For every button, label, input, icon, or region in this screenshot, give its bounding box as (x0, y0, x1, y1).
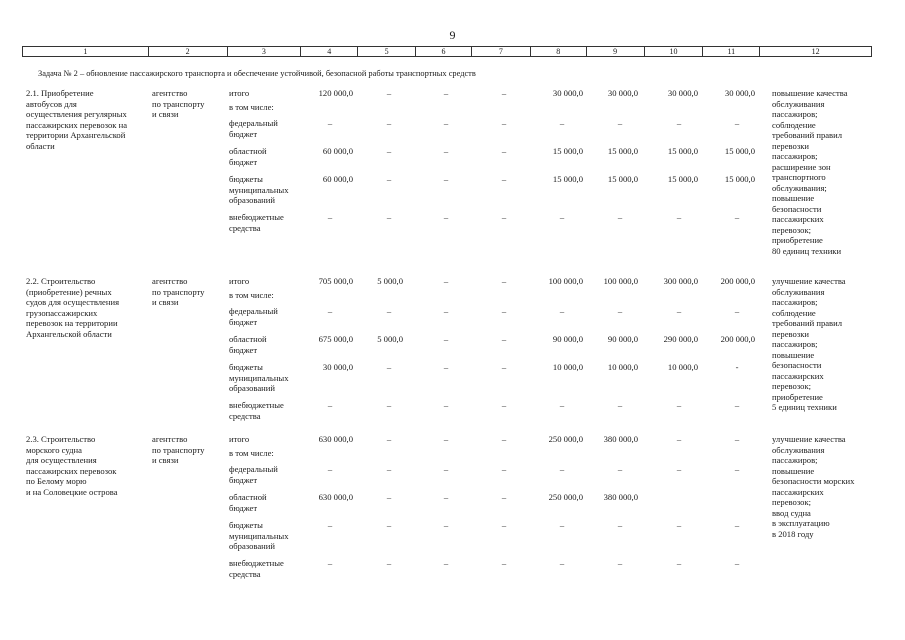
expected-result-line: обслуживания (772, 286, 825, 297)
funding-value: 15 000,0 (607, 146, 638, 156)
funding-value: 100 000,0 (603, 276, 638, 286)
expected-result-line: приобретение (772, 391, 823, 402)
executor-line: и связи (152, 297, 179, 307)
funding-value: – (386, 464, 392, 474)
expected-result-line: ввод судна (772, 507, 811, 518)
funding-value: – (386, 88, 392, 98)
funding-value: – (501, 520, 507, 530)
funding-source-line: бюджет (229, 474, 258, 485)
expected-result-line: требований правил (772, 318, 843, 328)
funding-value: – (386, 212, 392, 222)
executor-line: и связи (152, 455, 179, 465)
funding-value: 90 000,0 (552, 334, 583, 344)
expected-result-line: пассажиров; (772, 339, 818, 349)
funding-value: 705 000,0 (318, 276, 353, 286)
funding-value: – (734, 520, 740, 530)
funding-value: – (386, 146, 392, 156)
funding-value: – (327, 464, 333, 474)
funding-value: 630 000,0 (318, 434, 353, 444)
funding-source-line: средства (229, 222, 261, 233)
expected-result-line: повышение (772, 349, 815, 360)
expected-result-line: расширение зон (772, 161, 831, 172)
expected-result-line: перевозок; (772, 381, 812, 391)
funding-value: – (559, 212, 565, 222)
expected-result-line: в 2018 году (772, 528, 814, 539)
funding-value: – (501, 400, 507, 410)
funding-source-line: в том числе: (229, 102, 274, 112)
funding-source-line: областной (229, 334, 267, 344)
funding-value: 15 000,0 (667, 174, 698, 184)
funding-value: – (327, 306, 333, 316)
funding-value: 300 000,0 (663, 276, 698, 286)
funding-value: – (327, 212, 333, 222)
funding-value: – (559, 400, 565, 410)
funding-value: – (617, 118, 623, 128)
funding-value: – (734, 558, 740, 568)
funding-value: 10 000,0 (667, 362, 698, 372)
header-col-5: 5 (358, 47, 416, 56)
funding-source-line: бюджет (229, 156, 258, 167)
funding-value: 15 000,0 (724, 146, 755, 156)
executor-line: агентство (152, 276, 188, 286)
funding-value: – (501, 362, 507, 372)
expected-result-line: пассажирских (772, 370, 824, 381)
funding-value: 15 000,0 (667, 146, 698, 156)
funding-value: 30 000,0 (667, 88, 698, 98)
funding-value: 30 000,0 (724, 88, 755, 98)
funding-value: – (676, 118, 682, 128)
funding-source-line: бюджеты (229, 362, 263, 372)
funding-value: – (676, 464, 682, 474)
measure-name-line: для осуществления (26, 455, 97, 465)
funding-value: 290 000,0 (663, 334, 698, 344)
funding-value: – (443, 306, 449, 316)
funding-value: – (501, 464, 507, 474)
measure-name-line: 2.3. Строительство (26, 434, 96, 444)
funding-source-line: областной (229, 146, 267, 156)
funding-value: – (734, 118, 740, 128)
executor-line: по транспорту (152, 444, 205, 455)
expected-result-line: соблюдение (772, 307, 816, 318)
expected-result-line: пассажиров; (772, 455, 818, 465)
funding-value: 250 000,0 (548, 492, 583, 502)
funding-value: – (676, 212, 682, 222)
funding-value: 5 000,0 (377, 334, 403, 344)
funding-value: – (501, 174, 507, 184)
funding-source-line: муниципальных (229, 184, 289, 195)
executor-line: агентство (152, 88, 188, 98)
expected-result-line: обслуживания; (772, 182, 827, 193)
executor-line: по транспорту (152, 286, 205, 297)
expected-result-line: обслуживания (772, 98, 825, 109)
funding-source-line: образований (229, 195, 275, 205)
expected-result-line: в эксплуатацию (772, 518, 830, 528)
expected-result-line: пассажирских (772, 486, 824, 497)
page-number: 9 (449, 28, 456, 42)
funding-value: 200 000,0 (720, 276, 755, 286)
funding-value: – (443, 400, 449, 410)
funding-value: – (327, 558, 333, 568)
funding-value: – (734, 400, 740, 410)
funding-value: – (386, 434, 392, 444)
funding-source-line: внебюджетные (229, 400, 284, 410)
funding-value: – (443, 212, 449, 222)
funding-value: 630 000,0 (318, 492, 353, 502)
funding-value: – (501, 306, 507, 316)
funding-value: 30 000,0 (322, 362, 353, 372)
funding-value: – (734, 464, 740, 474)
header-col-8: 8 (531, 47, 587, 56)
expected-result-line: обслуживания (772, 444, 825, 455)
funding-source-line: итого (229, 88, 250, 98)
funding-value: – (443, 558, 449, 568)
funding-source-line: итого (229, 434, 250, 444)
funding-value: – (327, 520, 333, 530)
measure-name-line: территории Архангельской (26, 130, 126, 140)
funding-value: – (443, 520, 449, 530)
funding-value: – (501, 88, 507, 98)
measure-name-line: грузопассажирских (26, 307, 98, 318)
measure-name-line: (приобретение) речных (26, 286, 112, 297)
measure-name-line: осуществления регулярных (26, 109, 127, 119)
measure-name-line: судов для осуществления (26, 297, 120, 307)
funding-value: 380 000,0 (603, 492, 638, 502)
funding-value: – (443, 334, 449, 344)
measure-name-line: Архангельской области (26, 328, 112, 339)
funding-value: – (501, 118, 507, 128)
funding-value: 120 000,0 (318, 88, 353, 98)
funding-value: 15 000,0 (607, 174, 638, 184)
funding-value: – (501, 434, 507, 444)
funding-value: – (734, 212, 740, 222)
funding-value: – (676, 520, 682, 530)
funding-value: 675 000,0 (318, 334, 353, 344)
funding-source-line: муниципальных (229, 372, 289, 383)
expected-result-line: 80 единиц техники (772, 245, 842, 256)
expected-result-line: безопасности (772, 360, 822, 370)
expected-result-line: улучшение качества (772, 434, 846, 444)
funding-value: – (559, 464, 565, 474)
funding-value: – (386, 558, 392, 568)
funding-value: – (386, 492, 392, 502)
funding-source-line: бюджет (229, 128, 258, 139)
funding-value: 10 000,0 (607, 362, 638, 372)
funding-source-line: внебюджетные (229, 212, 284, 222)
funding-source-line: в том числе: (229, 290, 274, 300)
expected-result-line: пассажирских (772, 214, 824, 224)
funding-value: – (443, 362, 449, 372)
expected-result-line: перевозок; (772, 497, 812, 507)
funding-value: – (386, 174, 392, 184)
funding-source-line: бюджет (229, 316, 258, 327)
funding-source-line: федеральный (229, 464, 278, 474)
funding-value: 90 000,0 (607, 334, 638, 344)
measure-name-line: пассажирских перевозок на (26, 119, 128, 130)
funding-value: 200 000,0 (720, 334, 755, 344)
funding-value: – (443, 434, 449, 444)
funding-value: – (617, 464, 623, 474)
funding-value: – (676, 306, 682, 316)
funding-value: – (676, 558, 682, 568)
funding-value: – (327, 118, 333, 128)
table-header-row (22, 46, 872, 57)
measure-name-line: и на Соловецкие острова (26, 486, 118, 497)
expected-result-line: безопасности (772, 203, 822, 214)
funding-value: – (617, 306, 623, 316)
executor-line: по транспорту (152, 98, 205, 109)
funding-value: – (386, 400, 392, 410)
funding-value: – (617, 212, 623, 222)
header-col-4: 4 (301, 47, 358, 56)
funding-value: – (676, 434, 682, 444)
expected-result-line: 5 единиц техники (772, 402, 837, 412)
expected-result-line: безопасности морских (772, 476, 855, 486)
measure-name-line: по Белому морю (26, 476, 87, 486)
expected-result-line: приобретение (772, 235, 823, 245)
header-col-1: 1 (23, 47, 149, 56)
funding-source-line: итого (229, 276, 250, 286)
funding-value: – (501, 334, 507, 344)
measure-name-line: перевозок на территории (26, 318, 118, 328)
funding-source-line: бюджеты (229, 174, 263, 184)
header-col-11: 11 (703, 47, 760, 56)
funding-source-line: областной (229, 492, 267, 502)
measure-name-line: автобусов для (26, 98, 77, 109)
funding-source-line: муниципальных (229, 530, 289, 541)
expected-result-line: повышение (772, 465, 815, 476)
funding-value: – (443, 464, 449, 474)
funding-value: – (559, 520, 565, 530)
funding-value: – (443, 118, 449, 128)
funding-source-line: федеральный (229, 118, 278, 128)
funding-value: – (386, 118, 392, 128)
funding-value: – (327, 400, 333, 410)
funding-value: – (501, 276, 507, 286)
funding-value: – (676, 400, 682, 410)
funding-value: 30 000,0 (552, 88, 583, 98)
expected-result-line: требований правил (772, 130, 843, 140)
funding-value: – (559, 558, 565, 568)
funding-source-line: бюджеты (229, 520, 263, 530)
funding-value: 60 000,0 (322, 146, 353, 156)
funding-value: – (617, 520, 623, 530)
funding-value: – (443, 88, 449, 98)
funding-value: – (559, 118, 565, 128)
expected-result-line: улучшение качества (772, 276, 846, 286)
funding-value: – (559, 306, 565, 316)
expected-result-line: повышение качества (772, 88, 848, 98)
funding-value: – (501, 492, 507, 502)
funding-value: 100 000,0 (548, 276, 583, 286)
measure-name-line: морского судна (26, 444, 82, 455)
funding-source-line: образований (229, 383, 275, 393)
funding-source-line: внебюджетные (229, 558, 284, 568)
funding-value: 30 000,0 (607, 88, 638, 98)
funding-value: 15 000,0 (552, 146, 583, 156)
header-col-12: 12 (811, 47, 820, 56)
expected-result-line: пассажиров; (772, 109, 818, 119)
funding-source-line: бюджет (229, 502, 258, 513)
expected-result-line: перевозки (772, 328, 809, 339)
funding-value: 380 000,0 (603, 434, 638, 444)
measure-name-line: пассажирских перевозок (26, 465, 117, 476)
header-col-7: 7 (472, 47, 531, 56)
expected-result-line: пассажиров; (772, 297, 818, 307)
funding-value: – (501, 558, 507, 568)
funding-source-line: в том числе: (229, 448, 274, 458)
funding-value: – (386, 306, 392, 316)
header-col-10: 10 (645, 47, 704, 56)
funding-value: 250 000,0 (548, 434, 583, 444)
measure-name-line: области (26, 140, 55, 151)
funding-value: 5 000,0 (377, 276, 403, 286)
funding-value: 15 000,0 (724, 174, 755, 184)
funding-value: 60 000,0 (322, 174, 353, 184)
funding-value: – (443, 146, 449, 156)
funding-source-line: образований (229, 541, 275, 551)
measure-name-line: 2.1. Приобретение (26, 88, 94, 98)
funding-value: 15 000,0 (552, 174, 583, 184)
measure-name-line: 2.2. Строительство (26, 276, 96, 286)
header-col-3: 3 (228, 47, 302, 56)
funding-value: – (386, 520, 392, 530)
funding-value: – (443, 276, 449, 286)
expected-result-line: пассажиров; (772, 151, 818, 161)
funding-value: – (443, 174, 449, 184)
expected-result-line: транспортного (772, 172, 826, 182)
funding-value: – (617, 400, 623, 410)
header-col-9: 9 (587, 47, 645, 56)
expected-result-line: перевозки (772, 140, 809, 151)
executor-line: агентство (152, 434, 188, 444)
funding-source-line: бюджет (229, 344, 258, 355)
expected-result-line: перевозок; (772, 224, 812, 235)
funding-value: – (386, 362, 392, 372)
funding-value: - (735, 362, 739, 372)
funding-source-line: средства (229, 568, 261, 579)
executor-line: и связи (152, 109, 179, 119)
task-title: Задача № 2 – обновление пассажирского транспорта и обеспечение устойчивой, безопасной работы транспортных средств (38, 69, 476, 78)
funding-value: – (617, 558, 623, 568)
header-col-6: 6 (416, 47, 472, 56)
funding-value: – (443, 492, 449, 502)
funding-value: – (501, 146, 507, 156)
funding-value: – (501, 212, 507, 222)
expected-result-line: соблюдение (772, 119, 816, 130)
funding-value: – (734, 306, 740, 316)
funding-value: – (734, 434, 740, 444)
expected-result-line: повышение (772, 193, 815, 203)
header-col-2: 2 (149, 47, 228, 56)
funding-source-line: средства (229, 410, 261, 421)
funding-value: 10 000,0 (552, 362, 583, 372)
funding-source-line: федеральный (229, 306, 278, 316)
